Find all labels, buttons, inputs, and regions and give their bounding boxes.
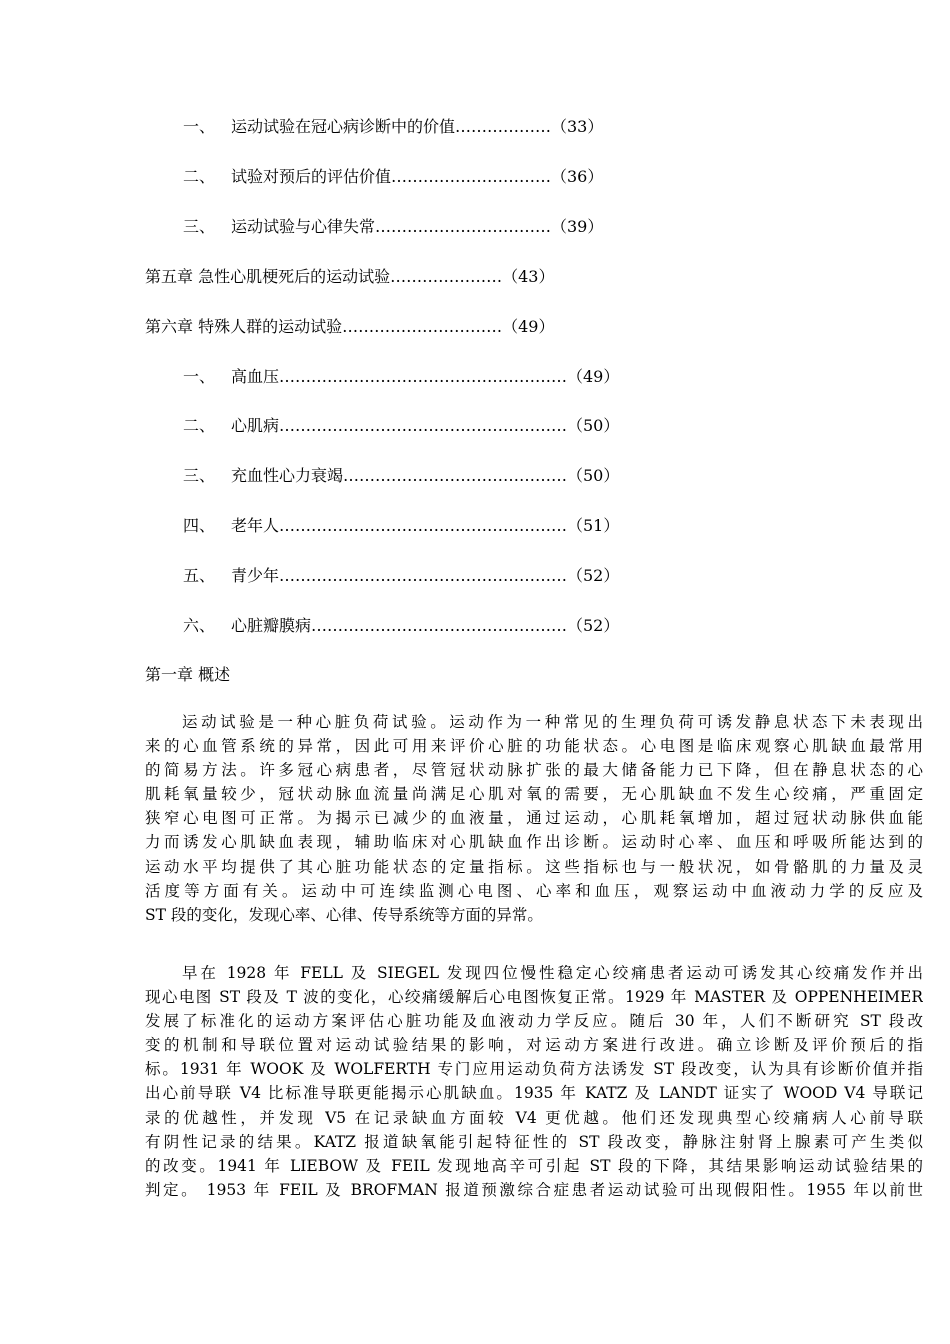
chapter-title: 第一章 概述 (145, 665, 231, 684)
toc-entry (183, 116, 663, 138)
paragraph-line: 标。1931 年 WOOK 及 WOLFERTH 专门应用运动负荷方法诱发 ST 段改变，认为具有诊断价值并指 (145, 1060, 923, 1079)
toc-entry (183, 615, 663, 637)
toc-entry (183, 465, 663, 487)
paragraph-line: 出心前导联 V4 比标准导联更能揭示心肌缺血。1935 年 KATZ 及 LANDT 证实了 WOOD V4 导联记 (145, 1084, 923, 1103)
paragraph-line: 运动试验是一种心脏负荷试验。运动作为一种常见的生理负荷可诱发静息状态下未表现出 (182, 713, 923, 731)
toc-entry-text: 运动试验与心律失常……………………………（39） (231, 217, 604, 236)
paragraph-line: 力而诱发心肌缺血表现，辅助临床对心肌缺血作出诊断。运动时心率、血压和呼吸所能达到的 (145, 833, 923, 852)
paragraph-1 (145, 710, 923, 927)
toc-entry: 第五章 急性心肌梗死后的运动试验…………………（43） (145, 267, 555, 286)
toc-entry-number: 五、 (183, 566, 216, 585)
paragraph-line: 有阴性记录的结果。KATZ 报道缺氧能引起特征性的 ST 段改变，静脉注射肾上腺素可产生类似 (145, 1132, 923, 1151)
paragraph-line: 来的心血管系统的异常，因此可用来评价心脏的功能状态。心电图是临床观察心肌缺血最常用 (145, 737, 923, 756)
paragraph-line: 早在 1928 年 FELL 及 SIEGEL 发现四位慢性稳定心绞痛患者运动可诱发其心绞痛发作并出 (182, 964, 923, 982)
paragraph-line: 活度等方面有关。运动中可连续监测心电图、心率和血压，观察运动中血液动力学的反应及 (145, 881, 923, 900)
toc-entry-number: 一、 (183, 117, 216, 136)
toc-entry-text: 试验对预后的评估价值…………………………（36） (231, 167, 604, 186)
toc-entry: 第六章 特殊人群的运动试验…………………………（49） (145, 317, 555, 336)
toc-entry-number: 二、 (183, 167, 216, 186)
paragraph-line: 现心电图 ST 段及 T 波的变化，心绞痛缓解后心电图恢复正常。1929 年 MASTER 及 OPPENHEIMER (145, 988, 923, 1007)
paragraph-line: 变的机制和导联位置对运动试验结果的影响，对运动方案进行改进。确立诊断及评价预后的指 (145, 1036, 923, 1055)
paragraph-2 (145, 961, 923, 1202)
toc-entry (183, 216, 663, 238)
paragraph-line: 的简易方法。许多冠心病患者，尽管冠状动脉扩张的最大储备能力已下降，但在静息状态的心 (145, 761, 923, 780)
toc-entry (183, 366, 663, 388)
toc-entry-number: 四、 (183, 516, 216, 535)
toc-entry (183, 515, 663, 537)
toc-entry-number: 二、 (183, 416, 216, 435)
paragraph-line: 的改变。1941 年 LIEBOW 及 FEIL 发现地高辛可引起 ST 段的下降，其结果影响运动试验结果的 (145, 1156, 923, 1175)
paragraph-line: 发展了标准化的运动方案评估心脏功能及血液动力学反应。随后 30 年，人们不断研究 ST 段改 (145, 1012, 923, 1031)
toc-entry-text: 老年人………………………………………………（51） (231, 516, 620, 535)
toc-entry-text: 心肌病………………………………………………（50） (231, 416, 620, 435)
paragraph-line: 判定。 1953 年 FEIL 及 BROFMAN 报道预激综合症患者运动试验可出现假阳性。1955 年以前世 (145, 1180, 923, 1199)
toc-entry (183, 166, 663, 188)
paragraph-line: 狭窄心电图可正常。为揭示已减少的血液量，通过运动，心肌耗氧增加，超过冠状动脉供血能 (145, 809, 923, 828)
toc-entry (183, 415, 663, 437)
toc-entry-text: 高血压………………………………………………（49） (231, 367, 620, 386)
paragraph-line: 录的优越性，并发现 V5 在记录缺血方面较 V4 更优越。他们还发现典型心绞痛病人心前导联 (145, 1108, 923, 1127)
paragraph-line: 运动水平均提供了其心脏功能状态的定量指标。这些指标也与一般状况，如骨骼肌的力量及灵 (145, 857, 923, 876)
toc-entry-text: 运动试验在冠心病诊断中的价值………………（33） (231, 117, 604, 136)
toc-entry-number: 三、 (183, 466, 216, 485)
paragraph-line: 肌耗氧量较少，冠状动脉血流量尚满足心肌对氧的需要，无心肌缺血不发生心绞痛，严重固定 (145, 785, 923, 804)
toc-entry (183, 565, 663, 587)
toc-entry-text: 青少年………………………………………………（52） (231, 566, 620, 585)
toc-entry-number: 六、 (183, 616, 216, 635)
toc-entry-text: 心脏瓣膜病…………………………………………（52） (231, 616, 620, 635)
toc-entry-number: 一、 (183, 367, 216, 386)
toc-entry-text: 充血性心力衰竭……………………………………（50） (231, 466, 620, 485)
toc-entry-number: 三、 (183, 217, 216, 236)
paragraph-line: ST 段的变化，发现心率、心律、传导系统等方面的异常。 (145, 905, 543, 924)
